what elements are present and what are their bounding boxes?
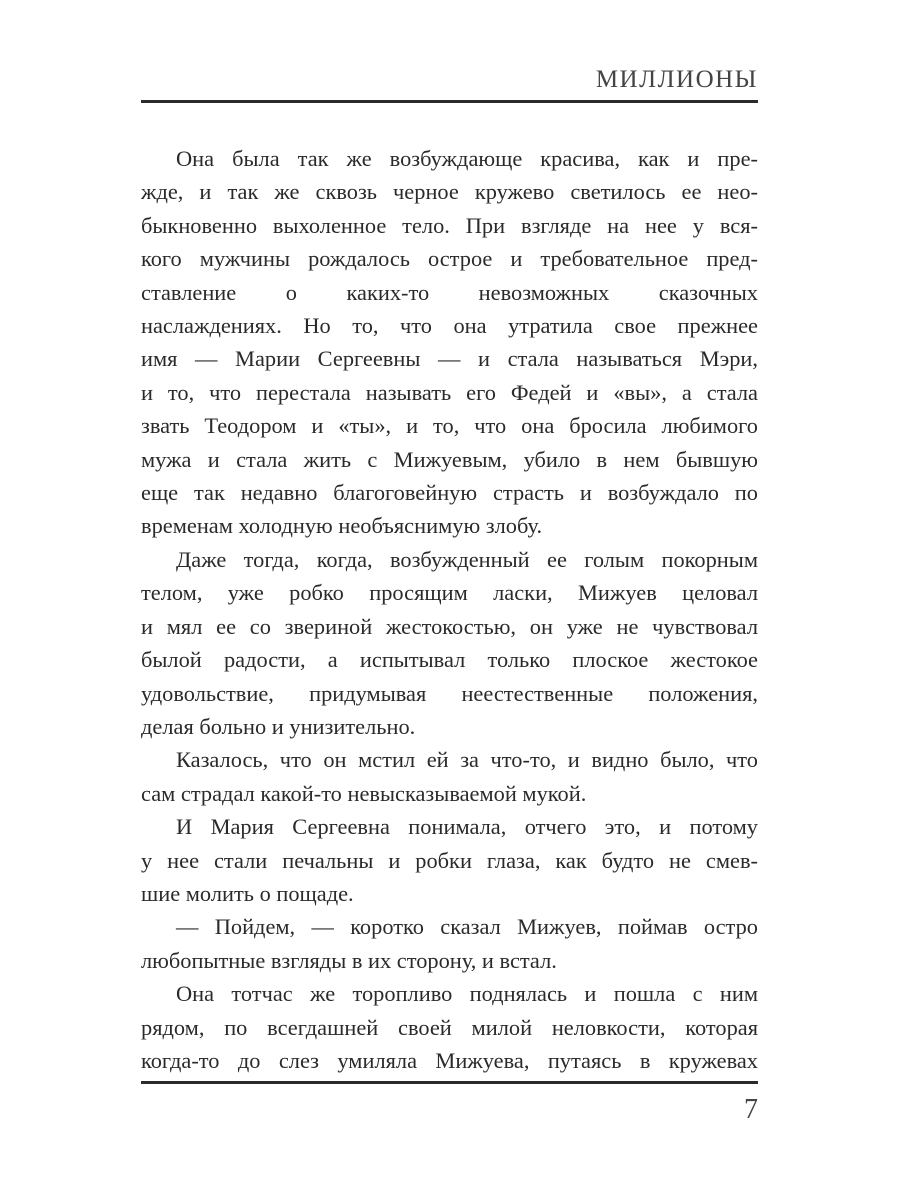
- text-line: жде, и так же сквозь черное кружево светилось ее нео-: [141, 179, 758, 205]
- paragraph: [141, 142, 758, 543]
- text-line: Она тотчас же торопливо поднялась и пошла с ним: [176, 981, 758, 1007]
- text-line: быкновенно выхоленное тело. При взгляде на нее у вся-: [141, 212, 758, 238]
- text-line: имя — Марии Сергеевны — и стала называться Мэри,: [141, 346, 758, 372]
- text-line: удовольствие, придумывая неестественные положения,: [141, 680, 758, 706]
- text-line: мужа и стала жить с Мижуевым, убило в нем бывшую: [141, 446, 758, 472]
- paragraph: [141, 543, 758, 743]
- paragraph: [141, 977, 758, 1077]
- running-head-title: МИЛЛИОНЫ: [595, 66, 758, 93]
- text-line: Она была так же возбуждающе красива, как и пре-: [176, 146, 758, 171]
- text-line: когда-то до слез умиляла Мижуева, путаясь в кружевах: [141, 1047, 758, 1073]
- paragraph: [141, 743, 758, 810]
- text-line: и мял ее со звериной жестокостью, он уже не чувствовал: [141, 613, 758, 639]
- text-line: рядом, по всегдашней своей милой неловкости, которая: [141, 1014, 758, 1040]
- text-line: — Пойдем, — коротко сказал Мижуев, поймав остро: [176, 914, 758, 940]
- text-line: любопытные взгляды в их сторону, и встал.: [141, 947, 557, 973]
- text-line: телом, уже робко просящим ласки, Мижуев целовал: [141, 580, 758, 606]
- text-line: звать Теодором и «ты», и то, что она бросила любимого: [141, 413, 758, 439]
- text-line: и то, что перестала называть его Федей и «вы», а стала: [141, 379, 758, 405]
- paragraph: [141, 810, 758, 910]
- header-rule: [141, 100, 758, 103]
- text-line: ставление о каких-то невозможных сказочных: [141, 279, 758, 305]
- paragraph: [141, 910, 758, 977]
- footer-rule: [141, 1081, 758, 1084]
- text-line: кого мужчины рождалось острое и требовательное пред-: [141, 246, 758, 272]
- text-line: временам холодную необъяснимую злобу.: [141, 513, 543, 539]
- text-line: И Мария Сергеевна понимала, отчего это, и потому: [176, 814, 758, 840]
- text-line: шие молить о пощаде.: [141, 880, 354, 906]
- text-line: еще так недавно благоговейную страсть и возбуждало по: [141, 480, 758, 506]
- text-line: былой радости, а испытывал только плоское жестокое: [141, 647, 758, 673]
- page-number: 7: [744, 1094, 758, 1125]
- text-line: Даже тогда, когда, возбужденный ее голым покорным: [176, 546, 758, 572]
- body-text: [141, 142, 758, 1077]
- text-line: сам страдал какой-то невысказываемой мукой.: [141, 780, 587, 806]
- text-line: делая больно и унизительно.: [141, 713, 416, 739]
- text-line: наслаждениях. Но то, что она утратила свое прежнее: [141, 313, 758, 339]
- text-line: у нее стали печальны и робки глаза, как будто не смев-: [141, 847, 758, 873]
- text-line: Казалось, что он мстил ей за что-то, и видно было, что: [176, 747, 758, 773]
